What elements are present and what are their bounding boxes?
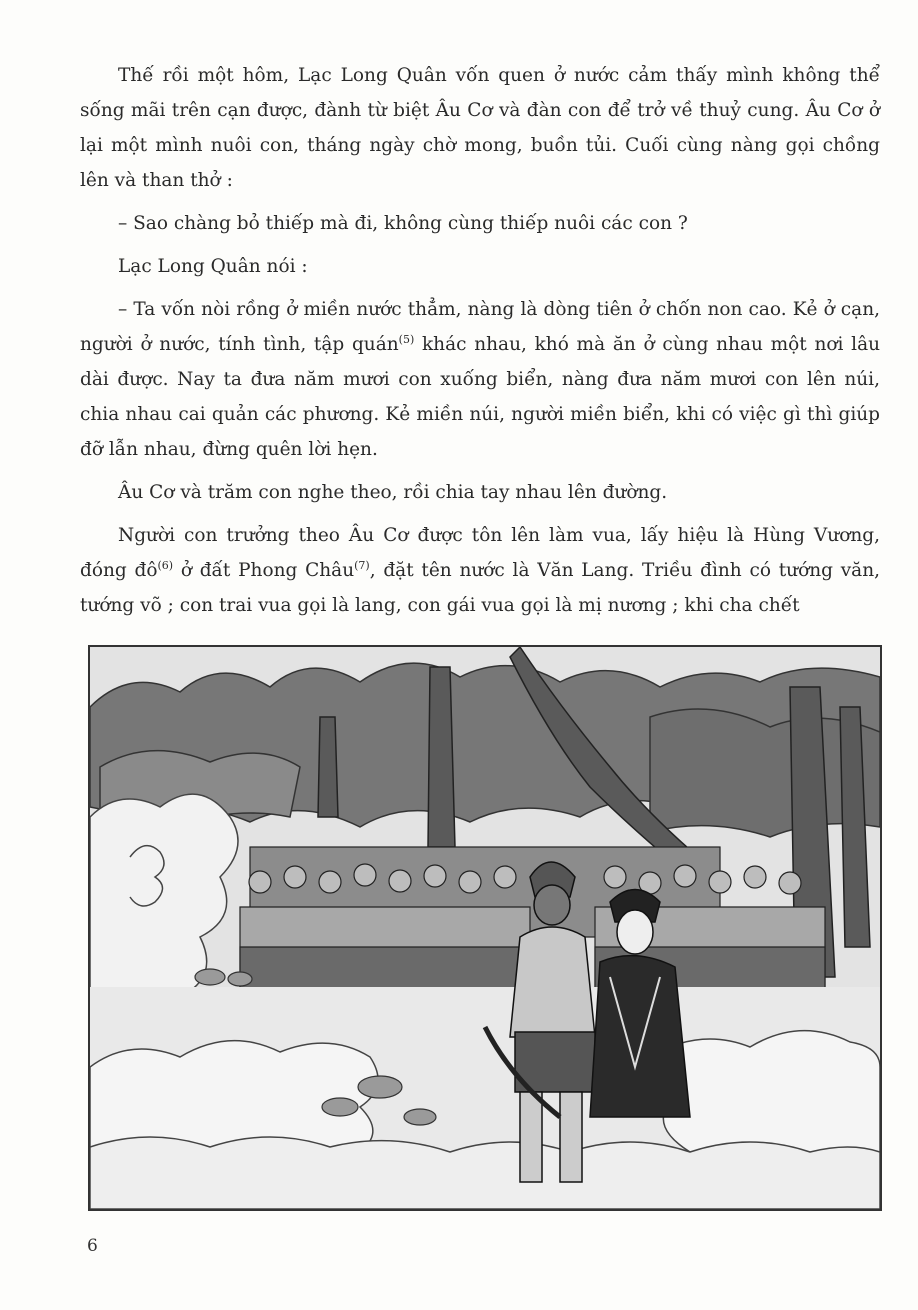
page-number: 6 xyxy=(87,1236,98,1256)
paragraph-3: Lạc Long Quân nói : xyxy=(118,256,308,277)
paragraph-2: – Sao chàng bỏ thiếp mà đi, không cùng thiếp nuôi các con ? xyxy=(118,213,688,234)
footnote-ref-6: (6) xyxy=(157,558,174,572)
footnote-ref-7: (7) xyxy=(354,558,370,572)
paragraph-5: Âu Cơ và trăm con nghe theo, rồi chia tay nhau lên đường. xyxy=(118,482,668,503)
paragraph-6: Người con trưởng theo Âu Cơ được tôn lên làm vua, lấy hiệu là Hùng Vương, đóng $đô^{(6)}$ ở đất Phong Châu$^{(7)}$, đặt tên nước là Văn Lang. Triều đình có tướng văn, tướng võ ; con trai vua gọi là lang, con gái vua gọi là mị nương ; khi cha chết xyxy=(80,525,880,616)
paragraph-1: Thế rồi một hôm, Lạc Long Quân vốn quen ở nước cảm thấy mình không thể sống mãi trên cạn được, đành từ biệt Âu Cơ và đàn con để trở về thuỷ cung. Âu Cơ ở lại một mình nuôi con, tháng ngày chờ mong, buồn tủi. Cuối cùng nàng gọi chồng lên và than thở : xyxy=(80,65,880,191)
footnote-ref-5: (5) xyxy=(398,332,415,346)
story-text xyxy=(80,58,880,623)
paragraph-4: – Ta vốn nòi rồng ở miền nước thẳm, nàng là dòng tiên ở chốn non cao. Kẻ ở cạn, người ở nước, tính tình, tập quán$^{(5)}$ khác nhau, khó mà ăn ở cùng nhau một nơi lâu dài được. Nay ta đưa năm mươi con xuống biển, nàng đưa năm mươi con lên núi, chia nhau cai quản các phương. Kẻ miền núi, người miền biển, khi có việc gì thì giúp đỡ lẫn nhau, đừng quên lời hẹn. xyxy=(80,299,881,460)
illustration xyxy=(88,645,882,1211)
illustration-drawing xyxy=(90,647,880,1209)
